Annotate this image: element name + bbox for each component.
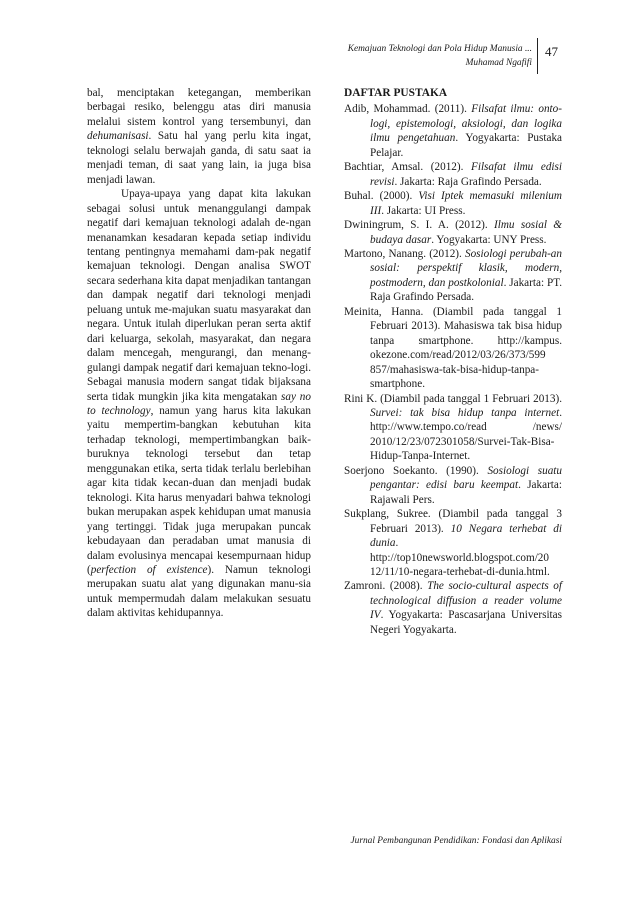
page-number: 47	[545, 44, 558, 59]
reference-item: Rini K. (Diambil pada tanggal 1 Februari 2013). Survei: tak bisa hidup tanpa internet. http://www.tempo.co/read /news/ 2010/12/23/072301058/Survei-Tak-Bisa-Hidup-Tanpa-Internet.	[344, 392, 562, 463]
header-divider	[537, 38, 538, 74]
reference-item: Bachtiar, Amsal. (2012). Filsafat ilmu edisi revisi. Jakarta: Raja Grafindo Persada.	[344, 161, 562, 188]
references-column	[344, 86, 562, 637]
body-column	[87, 86, 311, 621]
reference-item: Sukplang, Sukree. (Diambil pada tanggal 3 Februari 2013). 10 Negara terhebat di dunia. http://top10newsworld.blogspot.com/20 12/11/10-negara-terhebat-di-dunia.html.	[344, 508, 562, 578]
running-header	[320, 42, 532, 70]
body-paragraph: bal, menciptakan ketegangan, memberikan berbagai resiko, belenggu atas diri manusia melalui sistem kontrol yang tersembunyi, dan dehumanisasi. Satu hal yang perlu kita ingat, teknologi selalu berwajah ganda, di satu saat ia menjadi teman, di saat yang lain, ia juga bisa menjadi lawan.	[87, 87, 311, 186]
references-list	[344, 102, 562, 637]
reference-item: Martono, Nanang. (2012). Sosiologi perubah-an sosial: perspektif klasik, modern, postmodern, dan postkolonial. Jakarta: PT. Raja Grafindo Persada.	[344, 247, 562, 304]
reference-item: Adib, Mohammad. (2011). Filsafat ilmu: onto-logi, epistemologi, aksiologi, dan logika ilmu pengetahuan. Yogyakarta: Pustaka Pelajar.	[344, 103, 563, 159]
references-title: DAFTAR PUSTAKA	[344, 87, 448, 99]
body-paragraph: Upaya-upaya yang dapat kita lakukan sebagai solusi untuk menanggulangi dampak negatif dari kemajuan teknologi adalah de-ngan menanamkan kesadaran kepada setiap individu tentang pentingnya memahami dam-pak negatif kemajuan teknologi. Dengan analisa SWOT secara sederhana kita dapat menjadikan tantangan dan dampak negatif dari teknologi menjadi peluang untuk me-majukan suatu masyarakat dan negara. Untuk itulah diperlukan peran serta aktif dari keluarga, sekolah, masyarakat, dan negara dalam mencegah, mengurangi, dan menang-gulangi dampak negatif dari kemajuan tekno-logi. Sebagai manusia modern sangat tidak bijaksana serta tidak mungkin jika kita mengatakan say no to technology, namun yang harus kita lakukan yaitu mempertim-bangkan kebutuhan kita terhadap teknologi, mempertimbangkan baik-buruknya teknologi tersebut dan tetap menggunakan etika, serta tidak terlalu berlebihan agar kita tidak kecan-duan dan menjadi budak teknologi. Kita harus menyadari bahwa teknologi bukan merupakan aspek kehidupan umat manusia yang tertinggi. Tidak juga merupakan puncak kebudayaan dan peradaban umat manusia di dalam evolusinya mencapai kesempurnaan hidup (perfection of existence). Namun teknologi merupakan suatu alat yang digunakan manu-sia untuk mempermudah dalam melakukan sesuatu dalam aktivitas kehidupannya.	[87, 188, 311, 620]
reference-item: Zamroni. (2008). The socio-cultural aspects of technological diffusion a reader volume IV. Yogyakarta: Pascasarjana Universitas Negeri Yogyakarta.	[344, 580, 562, 636]
reference-item: Dwiningrum, S. I. A. (2012). Ilmu sosial & budaya dasar. Yogyakarta: UNY Press.	[344, 219, 562, 246]
reference-item: Soerjono Soekanto. (1990). Sosiologi suatu pengantar: edisi baru keempat. Jakarta: Rajawali Pers.	[344, 464, 563, 506]
running-footer: Jurnal Pembangunan Pendidikan: Fondasi dan Aplikasi	[350, 836, 562, 846]
reference-item: Meinita, Hanna. (Diambil pada tanggal 1 Februari 2013). Mahasiswa tak bisa hidup tanpa smartphone. http://kampus. okezone.com/read/2012/03/26/373/599 857/mahasiswa-tak-bisa-hidup-tanpa-smartphone.	[344, 305, 562, 391]
header-author: Muhamad Ngafifi	[465, 58, 532, 68]
reference-item: Buhal. (2000). Visi Iptek memasuki milenium III. Jakarta: UI Press.	[344, 190, 562, 217]
header-journal-title: Kemajuan Teknologi dan Pola Hidup Manusia ...	[347, 44, 532, 54]
